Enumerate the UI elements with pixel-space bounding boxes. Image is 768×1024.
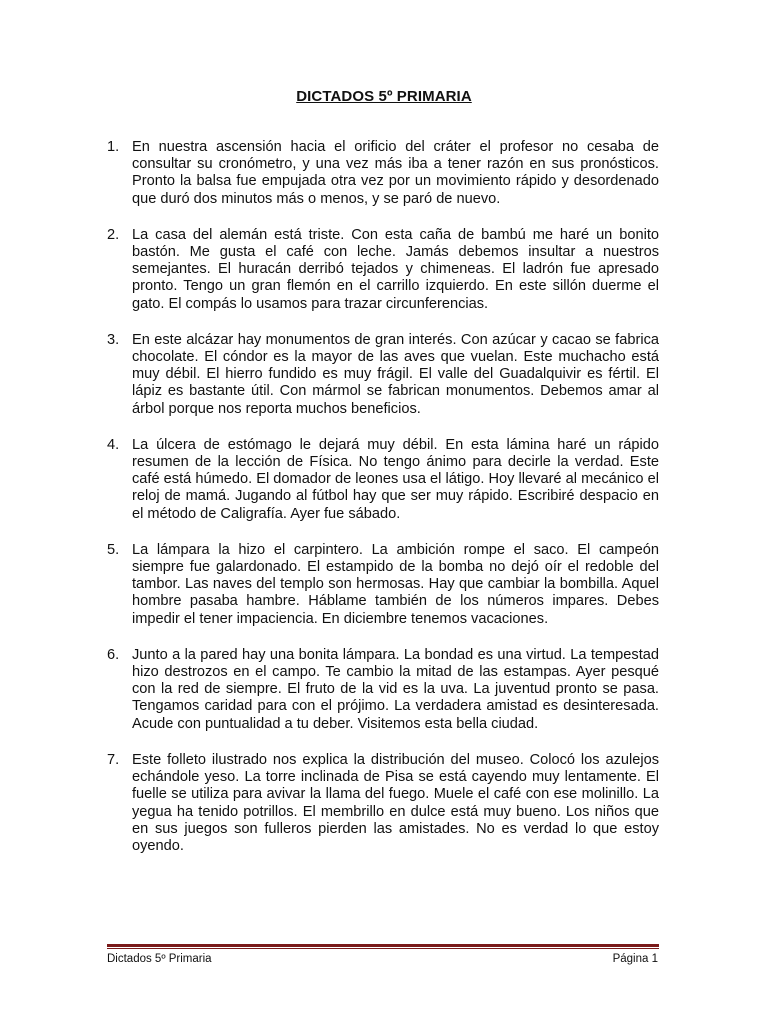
footer-page-number: Página 1 — [612, 953, 658, 965]
item-number: 7. — [107, 751, 120, 768]
item-number: 4. — [107, 436, 120, 453]
item-number: 6. — [107, 646, 120, 663]
item-number: 1. — [107, 139, 120, 155]
page-title: DICTADOS 5º PRIMARIA — [296, 88, 472, 105]
exercise-list — [107, 139, 659, 874]
exercise-item-1 — [107, 139, 659, 208]
exercise-item-4 — [107, 437, 659, 523]
footer-document-name: Dictados 5º Primaria — [107, 953, 212, 965]
item-number: 3. — [107, 331, 120, 348]
item-number: 2. — [107, 226, 120, 243]
item-text: En este alcázar hay monumentos de gran interés. Con azúcar y cacao se fabrica chocolate. El cóndor es la mayor de las aves que vuelan. Este muchacho está muy débil. El hierro fundido es muy frágil. El valle del Guadalquivir es fértil. El lápiz es bastante útil. Con mármol se fabrican monumentos. Debemos amar al árbol porque nos reporta muchos beneficios. — [132, 331, 659, 417]
footer-divider — [107, 944, 659, 947]
item-text: En nuestra ascensión hacia el orificio del cráter el profesor no cesaba de consultar su cronómetro, y una vez más iba a tener razón en sus pronósticos. Pronto la balsa fue empujada otra vez por un movimiento rápido y desordenado que duró dos minutos más o menos, y se paró de nuevo. — [132, 139, 659, 207]
item-text: La úlcera de estómago le dejará muy débil. En esta lámina haré un rápido resumen de la lección de Física. No tengo ánimo para decirle la verdad. Este café está húmedo. El domador de leones usa el látigo. Hoy llevaré al mecánico el reloj de mamá. Jugando al fútbol hay que ser muy rápido. Escribiré despacio en el método de Caligrafía. Ayer fue sábado. — [132, 436, 659, 522]
item-text: Junto a la pared hay una bonita lámpara. La bondad es una virtud. La tempestad hizo destrozos en el campo. Te cambio la mitad de las estampas. Ayer pesqué con la red de siempre. El fruto de la vid es la uva. La juventud pronto se pasa. Tengamos caridad para con el prójimo. La verdadera amistad es desinteresada. Acude con puntualidad a tu deber. Visitemos esta bella ciudad. — [132, 646, 659, 732]
item-text: La casa del alemán está triste. Con esta caña de bambú me haré un bonito bastón. Me gusta el café con leche. Jamás debemos insultar a nuestros semejantes. El huracán derribó tejados y chimeneas. El ladrón fue apresado pronto. Tengo un gran flemón en el carrillo izquierdo. En este sillón duerme el gato. El compás lo usamos para trazar circunferencias. — [132, 226, 659, 312]
footer-divider-thin — [107, 948, 659, 949]
exercise-item-6 — [107, 647, 659, 733]
exercise-item-3 — [107, 332, 659, 418]
item-text: La lámpara la hizo el carpintero. La ambición rompe el saco. El campeón siempre fue galardonado. El estampido de la bomba no dejó oír el redoble del tambor. Las naves del templo son hermosas. Hay que cambiar la bombilla. Aquel hombre pasaba hambre. Háblame también de los números impares. Debes impedir el tener impaciencia. En diciembre tenemos vacaciones. — [132, 541, 659, 627]
item-number: 5. — [107, 541, 120, 558]
item-text: Este folleto ilustrado nos explica la distribución del museo. Colocó los azulejos echándole yeso. La torre inclinada de Pisa se está cayendo muy lentamente. El fuelle se utiliza para avivar la llama del fuego. Muele el café con ese molinillo. La yegua ha tenido potrillos. El membrillo en dulce está muy bueno. Los niños que en sus juegos son fulleros pierden las amistades. No es verdad lo que estoy oyendo. — [132, 751, 659, 854]
exercise-item-7 — [107, 752, 659, 855]
exercise-item-2 — [107, 227, 659, 313]
exercise-item-5 — [107, 542, 659, 628]
